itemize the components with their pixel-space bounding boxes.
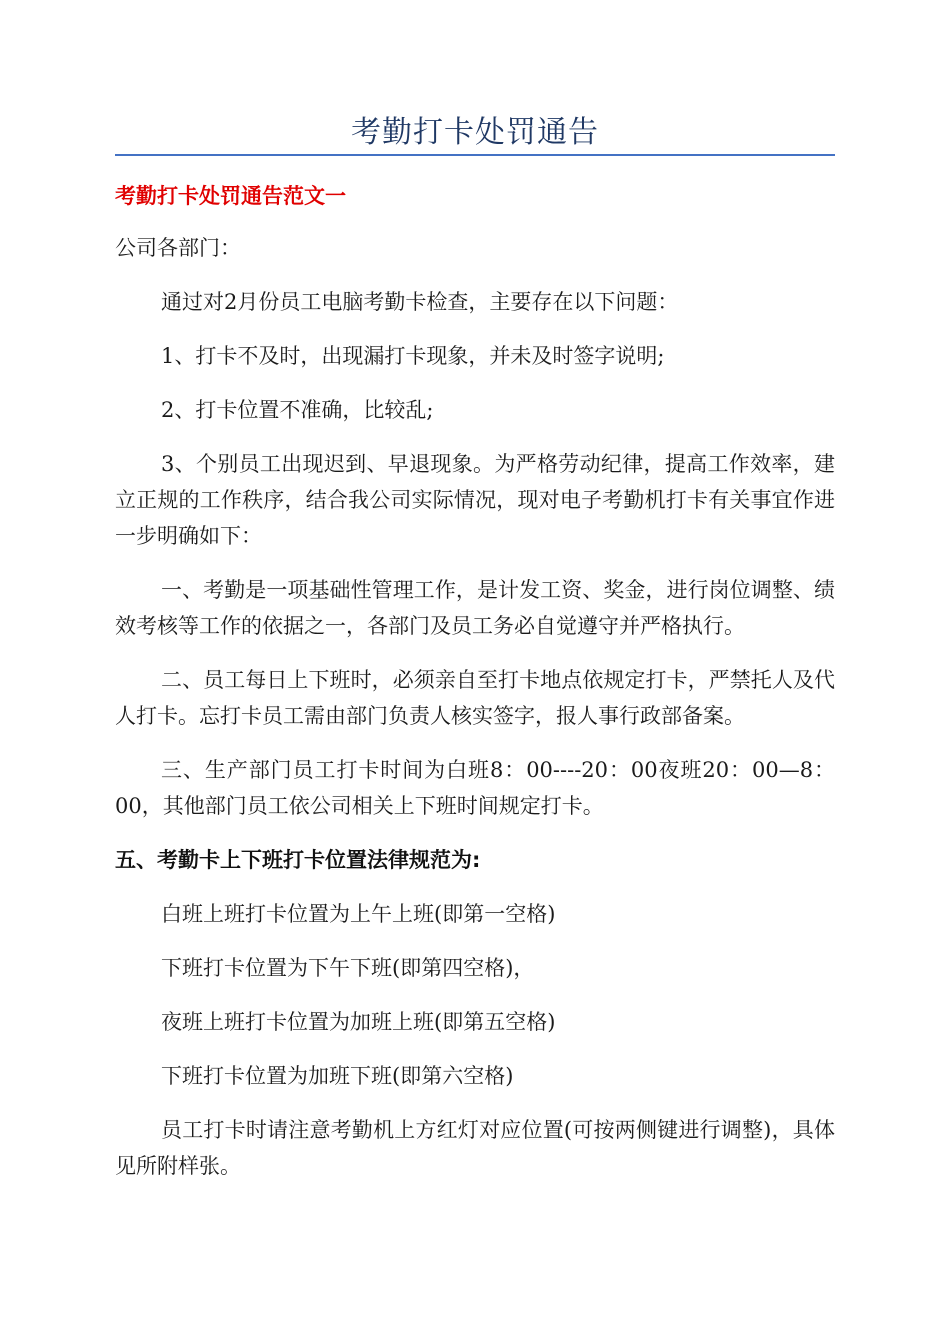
- subheading-positions: 五、考勤卡上下班打卡位置法律规范为:: [115, 848, 481, 872]
- paragraph-issue-2: 2、打卡位置不准确，比较乱;: [161, 398, 434, 422]
- position-item: 下班打卡位置为下午下班(即第四空格)，: [161, 956, 535, 980]
- position-note: 员工打卡时请注意考勤机上方红灯对应位置(可按两侧键进行调整)，具体见所附样张。: [115, 1118, 835, 1178]
- position-item: 下班打卡位置为加班下班(即第六空格): [161, 1064, 514, 1088]
- position-item: 白班上班打卡位置为上午上班(即第一空格): [161, 902, 556, 926]
- document-body: [115, 178, 835, 1184]
- paragraph-rule-3: 三、生产部门员工打卡时间为白班8：00----20：00夜班20：00—8：00，其他部门员工依公司相关上下班时间规定打卡。: [115, 758, 835, 818]
- title-underline: [115, 154, 835, 156]
- paragraph-rule-1: 一、考勤是一项基础性管理工作，是计发工资、奖金，进行岗位调整、绩效考核等工作的依据之一，各部门及员工务必自觉遵守并严格执行。: [115, 578, 835, 638]
- paragraph-issue-1: 1、打卡不及时，出现漏打卡现象，并未及时签字说明;: [161, 344, 665, 368]
- paragraph-rule-2: 二、员工每日上下班时，必须亲自至打卡地点依规定打卡，严禁托人及代人打卡。忘打卡员工需由部门负责人核实签字，报人事行政部备案。: [115, 668, 835, 728]
- position-item: 夜班上班打卡位置为加班上班(即第五空格): [161, 1010, 556, 1034]
- salutation: 公司各部门：: [115, 236, 241, 260]
- page-title: 考勤打卡处罚通告: [351, 115, 599, 150]
- section-heading: 考勤打卡处罚通告范文一: [115, 184, 346, 208]
- paragraph-intro: 通过对2月份员工电脑考勤卡检查，主要存在以下问题：: [161, 290, 679, 314]
- paragraph-issue-3: 3、个别员工出现迟到、早退现象。为严格劳动纪律，提高工作效率，建立正规的工作秩序，结合我公司实际情况，现对电子考勤机打卡有关事宜作进一步明确如下：: [115, 452, 835, 548]
